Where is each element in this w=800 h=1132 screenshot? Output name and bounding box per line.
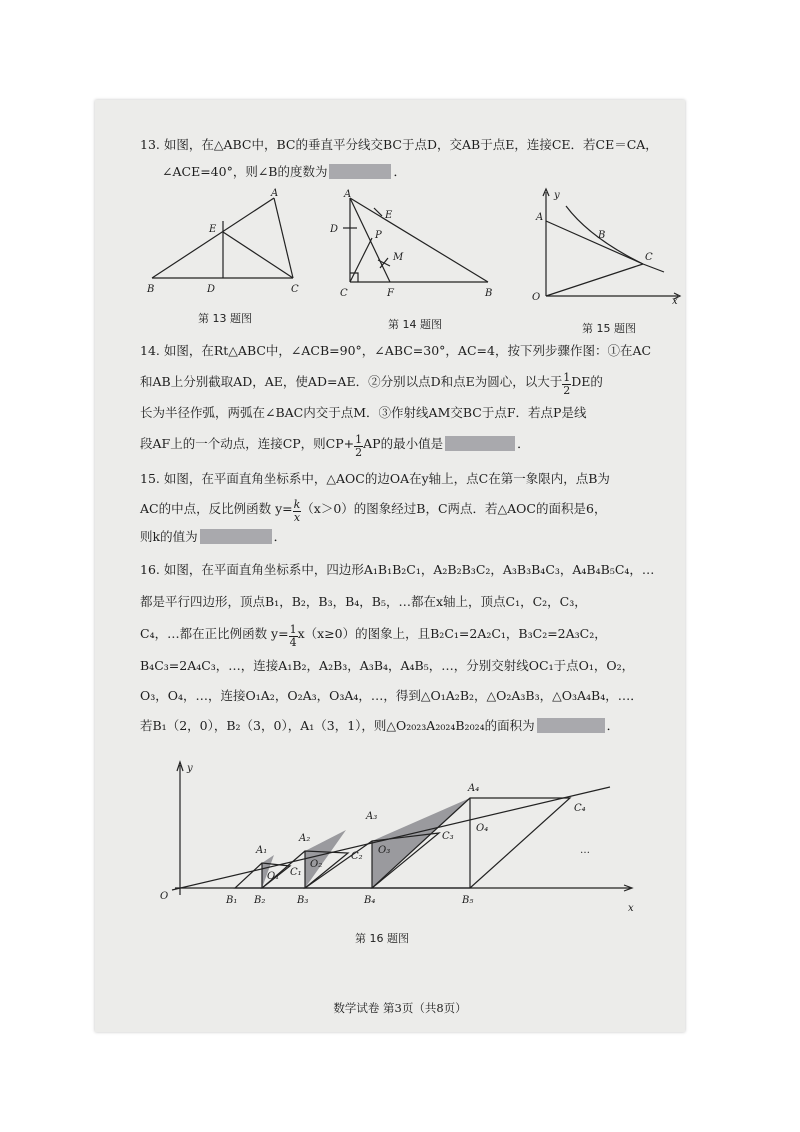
fig16-label-o1: O₁ [267, 871, 280, 882]
fig16-label-c2: C₂ [351, 851, 363, 862]
q16-line4: B₄C₃=2A₄C₃，…，连接A₁B₂，A₂B₃，A₃B₄，A₄B₅，…，分别交射线OC₁于点O₁，O₂， [140, 658, 635, 673]
fig16-label-o4: O₄ [476, 823, 489, 834]
question-14-line2 [140, 368, 603, 397]
fig16-label-c3: C₃ [442, 831, 454, 842]
question-16-line6 [140, 712, 619, 739]
q16-line2: 都是平行四边形，顶点B₁，B₂，B₃，B₄，B₅，…都在x轴上，顶点C₁，C₂，C₃， [140, 594, 587, 609]
q16-line3a: C₄，…都在正比例函数 y= [140, 626, 289, 641]
figure-13 [145, 188, 305, 300]
fig16-label-dots: … [580, 845, 590, 856]
q14-line2a: 和AB上分别截取AD，AE，使AD=AE．②分别以点D和点E为圆心，以大于 [140, 374, 563, 389]
q16-line3b: x（x≥0）的图象上，且B₂C₁=2A₂C₁，B₃C₂=2A₃C₂， [297, 626, 607, 641]
q13-line2a: ∠ACE=40°，则∠B的度数为 [162, 164, 328, 179]
fig16-label-b1: B₁ [226, 895, 238, 906]
fig13-label-a: A [271, 188, 279, 199]
q13-answer-blank[interactable] [329, 164, 391, 179]
question-15 [140, 465, 610, 492]
q15-line2b: （x＞0）的图象经过B，C两点．若△AOC的面积是6， [301, 501, 607, 516]
fig15-caption: 第 15 题图 [582, 322, 636, 335]
fig13-side-ac [274, 198, 293, 278]
q14-line2b: DE的 [571, 374, 603, 389]
fig13-label-c: C [291, 284, 299, 295]
q13-line2b: ． [393, 164, 406, 179]
fig16-label-a2: A₂ [299, 833, 311, 844]
fig14-label-b: B [485, 288, 493, 299]
q15-fraction-k-x [293, 499, 302, 524]
fig14-label-c: C [340, 288, 348, 299]
fig16-label-b3: B₃ [297, 895, 309, 906]
q16-frac-den: 4 [289, 636, 297, 649]
q14-frac-den: 2 [563, 384, 571, 397]
q16-frac-num: 1 [289, 623, 297, 636]
q14-line4a: 段AF上的一个动点，连接CP，则CP+ [140, 436, 355, 451]
q16-number: 16. [140, 562, 160, 577]
q15-frac-den: x [293, 511, 301, 524]
fig16-label-a4: A₄ [468, 783, 480, 794]
fig16-label-b2: B₂ [254, 895, 266, 906]
question-13-line2 [162, 158, 406, 185]
fig15-label-x: x [672, 296, 678, 306]
q14-number: 14. [140, 343, 160, 358]
fig15-label-a: A [536, 212, 544, 223]
q15-line3a: 则k的值为 [140, 529, 198, 544]
question-14 [140, 337, 651, 364]
fig16-label-b5: B₅ [462, 895, 474, 906]
fig16-label-o: O [160, 891, 169, 902]
q16-line1: 如图，在平面直角坐标系中，四边形A₁B₁B₂C₁，A₂B₂B₃C₂，A₃B₃B₄C₃，A₄B₄B₅C₄，… [163, 562, 655, 577]
q13-number: 13. [140, 137, 160, 152]
q13-line1: 如图，在△ABC中，BC的垂直平分线交BC于点D，交AB于点E，连接CE．若CE＝CA， [163, 137, 658, 152]
fig13-side-ab [152, 198, 274, 278]
fig16-caption: 第 16 题图 [355, 932, 409, 945]
question-14-line3 [140, 399, 586, 426]
figure-16 [150, 755, 650, 925]
fig15-label-b: B [598, 230, 606, 241]
question-16-line3 [140, 620, 607, 649]
q14-answer-blank[interactable] [445, 436, 515, 451]
fig14-label-d: D [330, 224, 339, 235]
fig14-label-f: F [387, 288, 394, 299]
question-14-line4 [140, 430, 530, 459]
q15-line1: 如图，在平面直角坐标系中，△AOC的边OA在y轴上，点C在第一象限内，点B为 [163, 471, 610, 486]
q14-frac-num: 1 [563, 371, 571, 384]
q15-line3b: ． [273, 529, 287, 544]
fig13-caption: 第 13 题图 [198, 312, 252, 325]
fig16-label-o3: O₃ [378, 845, 391, 856]
fig15-label-o: O [532, 292, 541, 303]
fig14-caption: 第 14 题图 [388, 318, 442, 331]
page-footer: 数学试卷 第3页（共8页） [333, 1001, 467, 1015]
fig14-label-m: M [393, 252, 404, 263]
question-16-line2 [140, 588, 587, 615]
q15-frac-num: k [293, 498, 301, 511]
q15-answer-blank[interactable] [200, 529, 272, 544]
fig14-label-a: A [344, 189, 352, 200]
fig13-label-e: E [209, 224, 217, 235]
fig16-label-x: x [628, 903, 634, 914]
fig15-segment-oc [546, 264, 643, 296]
q14-line4b: AP的最小值是 [363, 436, 444, 451]
question-16 [140, 556, 654, 583]
fig16-label-a1: A₁ [256, 845, 268, 856]
fig13-label-d: D [207, 284, 216, 295]
fig16-label-c4: C₄ [574, 803, 586, 814]
fig16-label-y: y [187, 763, 193, 774]
question-15-line2 [140, 495, 606, 524]
fig16-label-o2: O₂ [310, 859, 323, 870]
figure-15 [528, 186, 688, 306]
q16-line6a: 若B₁（2，0），B₂（3，0），A₁（3，1），则△O₂₀₂₃A₂₀₂₄B₂₀₂₄的面积为 [140, 718, 535, 733]
q14-line3: 长为半径作弧，两弧在∠BAC内交于点M．③作射线AM交BC于点F．若点P是线 [140, 405, 587, 420]
q14-line4c: ． [517, 436, 530, 451]
q16-fraction-quarter [289, 624, 298, 649]
q15-number: 15. [140, 471, 160, 486]
q16-line6b: ． [606, 718, 620, 733]
q14-line1: 如图，在Rt△ABC中，∠ACB=90°，∠ABC=30°，AC=4，按下列步骤作图：①在AC [163, 343, 652, 358]
fig16-label-a3: A₃ [366, 811, 378, 822]
q14-fraction-half-2 [354, 434, 363, 459]
q14-fraction-half [562, 372, 571, 397]
fig16-label-c1: C₁ [290, 867, 302, 878]
fig13-segment-ce [223, 232, 293, 278]
fig15-label-c: C [645, 252, 653, 263]
fig15-segment-ac [546, 221, 643, 264]
fig16-label-b4: B₄ [364, 895, 376, 906]
fig13-label-b: B [147, 284, 155, 295]
question-15-line3 [140, 523, 286, 550]
q16-line5: O₃，O₄，…，连接O₁A₂，O₂A₃，O₃A₄，…，得到△O₁A₂B₂，△O₂A₃B₃，△O₃A₄B₄，…． [140, 688, 643, 703]
q16-answer-blank[interactable] [537, 718, 605, 733]
fig14-segment-cp [350, 238, 372, 282]
fig14-label-e: E [385, 210, 393, 221]
q14-frac2-num: 1 [355, 433, 363, 446]
question-16-line4 [140, 652, 634, 679]
q15-line2a: AC的中点，反比例函数 y= [140, 501, 293, 516]
question-16-line5 [140, 682, 643, 709]
figure-14 [330, 188, 505, 303]
fig15-label-y: y [554, 190, 560, 201]
question-13 [140, 131, 658, 158]
fig14-label-p: P [375, 230, 382, 241]
q14-frac2-den: 2 [355, 446, 363, 459]
